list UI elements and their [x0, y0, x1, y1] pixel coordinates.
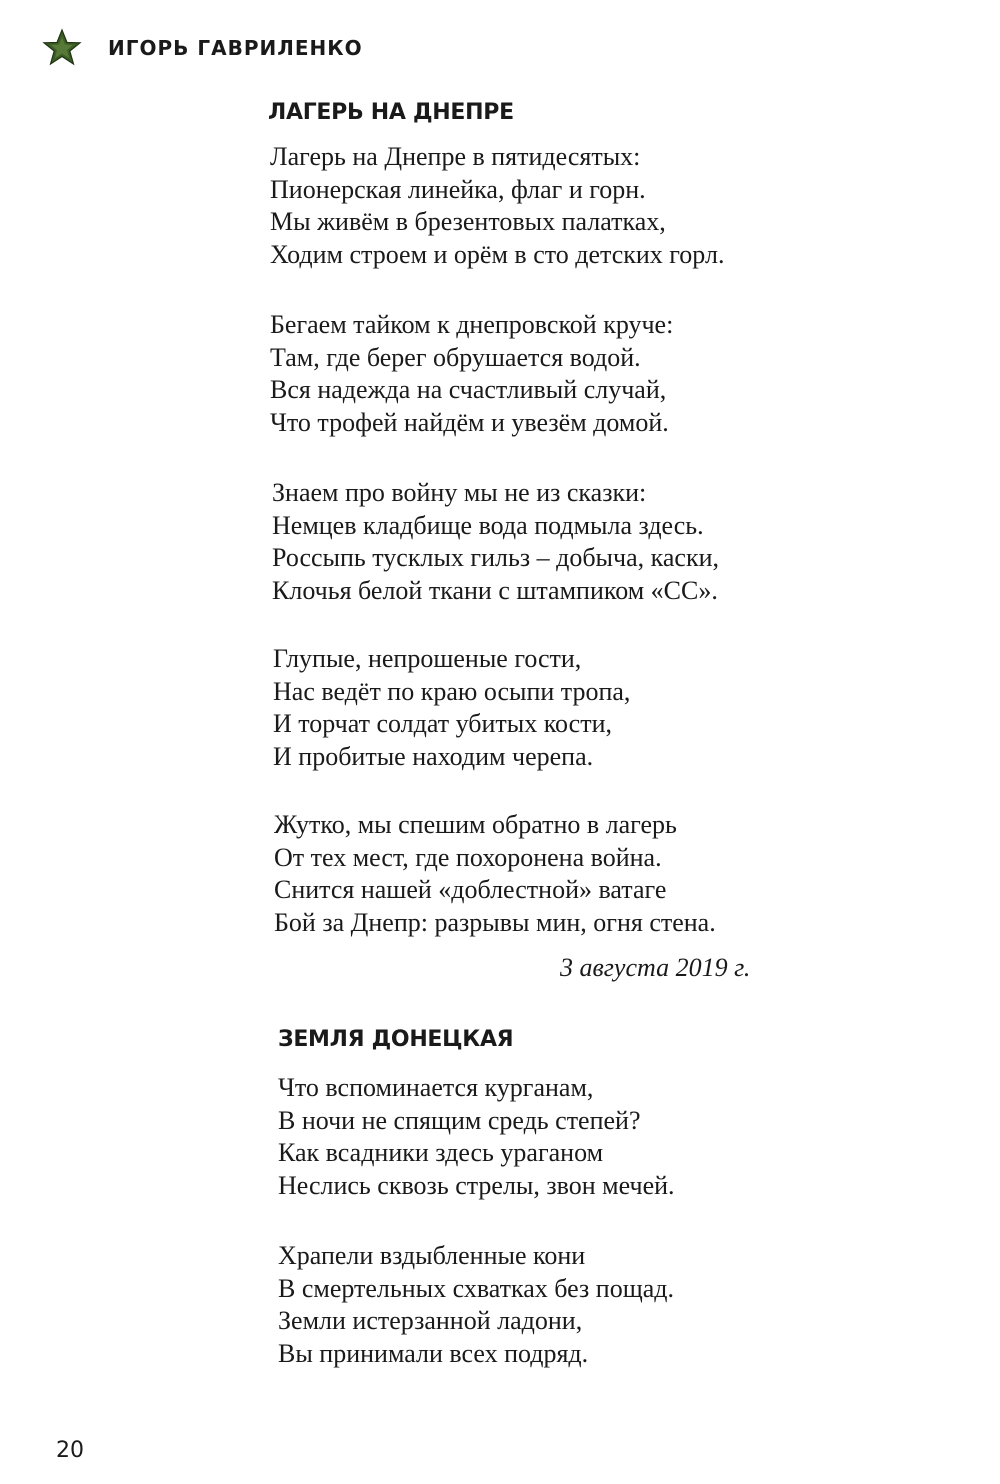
- verse-line: Знаем про войну мы не из сказки:: [272, 478, 647, 507]
- verse-line: Храпели вздыбленные кони: [278, 1241, 586, 1270]
- verse-line: Как всадники здесь ураганом: [278, 1138, 604, 1167]
- poem-date: 3 августа 2019 г.: [560, 953, 751, 982]
- poem-title: ЛАГЕРЬ НА ДНЕПРЕ: [268, 100, 514, 125]
- verse-line: Что трофей найдём и увезём домой.: [270, 407, 669, 437]
- star-icon: [42, 28, 82, 68]
- verse-line: Глупые, непрошеные гости,: [273, 644, 582, 673]
- stanza: [274, 809, 716, 939]
- author-name: ИГОРЬ ГАВРИЛЕНКО: [108, 36, 363, 60]
- poem-title: ЗЕМЛЯ ДОНЕЦКАЯ: [278, 1027, 514, 1052]
- verse-line: Лагерь на Днепре в пятидесятых:: [270, 142, 641, 171]
- verse-line: Вся надежда на счастливый случай,: [270, 375, 667, 404]
- verse-line: Бой за Днепр: разрывы мин, огня стена.: [274, 907, 716, 937]
- stanza: [278, 1072, 675, 1202]
- verse-line: И торчат солдат убитых кости,: [273, 709, 612, 738]
- verse-line: Пионерская линейка, флаг и горн.: [270, 174, 646, 204]
- verse-line: В смертельных схватках без пощад.: [278, 1273, 675, 1303]
- verse-line: Неслись сквозь стрелы, звон мечей.: [278, 1170, 675, 1200]
- verse-line: От тех мест, где похоронена война.: [274, 842, 662, 872]
- verse-line: Мы живём в брезентовых палатках,: [270, 207, 666, 236]
- stanza: [272, 477, 719, 607]
- stanza: [270, 309, 673, 439]
- verse-line: Немцев кладбище вода подмыла здесь.: [272, 510, 704, 540]
- stanza: [270, 141, 724, 271]
- verse-line: Россыпь тусклых гильз – добыча, каски,: [272, 543, 720, 572]
- verse-line: Нас ведёт по краю осыпи тропа,: [273, 676, 631, 706]
- verse-line: Снится нашей «доблестной» ватаге: [274, 875, 667, 904]
- verse-line: Клочья белой ткани с штампиком «СС».: [272, 575, 718, 605]
- verse-line: Ходим строем и орём в сто детских горл.: [270, 239, 725, 269]
- page-number: 20: [56, 1438, 84, 1463]
- verse-line: Земли истерзанной ладони,: [278, 1306, 583, 1335]
- verse-line: Вы принимали всех подряд.: [278, 1338, 589, 1368]
- stanza: [278, 1240, 674, 1370]
- verse-line: Что вспоминается курганам,: [278, 1073, 594, 1102]
- verse-line: И пробитые находим черепа.: [273, 741, 594, 771]
- verse-line: В ночи не спящим средь степей?: [278, 1105, 641, 1135]
- verse-line: Жутко, мы спешим обратно в лагерь: [274, 810, 677, 839]
- verse-line: Там, где берег обрушается водой.: [270, 342, 641, 372]
- stanza: [273, 643, 630, 773]
- running-header: [42, 28, 363, 68]
- verse-line: Бегаем тайком к днепровской круче:: [270, 310, 674, 339]
